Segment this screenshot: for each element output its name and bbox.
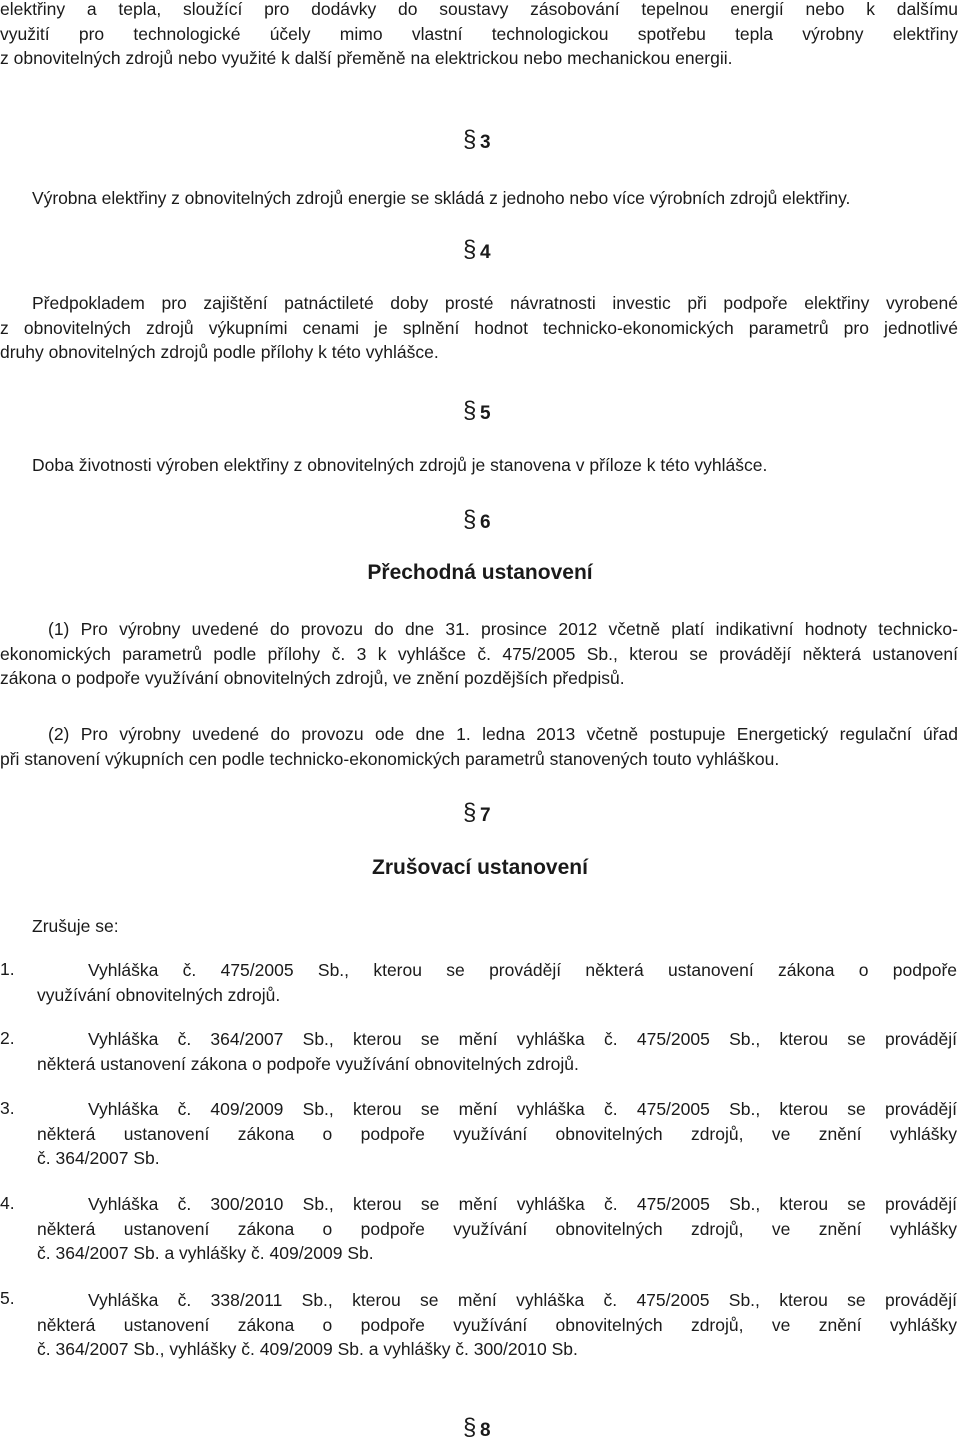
list-item-number: 3. (0, 1098, 15, 1118)
list-item-line: č. 364/2007 Sb. (37, 1148, 160, 1168)
section-4-line: z obnovitelných zdrojů výkupními cenami je splnění hodnot technicko-ekonomických parametrů pro jednotlivé (0, 317, 958, 338)
section-6-heading: Přechodná ustanovení (367, 561, 593, 584)
list-item-line: využívání obnovitelných zdrojů. (37, 984, 281, 1005)
section-number: 5 (480, 403, 491, 424)
list-item-line: některá ustanovení zákona o podpoře využívání obnovitelných zdrojů, ve znění vyhlášky (37, 1218, 957, 1239)
section-6-p1-line: (1) Pro výrobny uvedené do provozu do dne 31. prosince 2012 včetně platí indikativní hodnoty technicko- (48, 619, 958, 639)
list-item-line: č. 364/2007 Sb., vyhlášky č. 409/2009 Sb. a vyhlášky č. 300/2010 Sb. (37, 1339, 578, 1359)
list-item-body (37, 1097, 957, 1171)
section-3-text: Výrobna elektřiny z obnovitelných zdrojů energie se skládá z jednoho nebo více výrobních zdrojů elektřiny. (32, 188, 851, 208)
section-6-p1-line: ekonomických parametrů podle přílohy č. 3 k vyhlášce č. 475/2005 Sb., kterou se provádějí některá ustanovení (0, 643, 958, 664)
intro-line: z obnovitelných zdrojů nebo využité k další přeměně na elektrickou nebo mechanickou energii. (0, 48, 733, 68)
section-4-paragraph (0, 291, 958, 365)
section-symbol: § (463, 126, 477, 153)
list-item-body (37, 1192, 957, 1266)
section-number: 7 (480, 805, 491, 826)
list-item-line: Vyhláška č. 475/2005 Sb., kterou se provádějí některá ustanovení zákona o podpoře (88, 960, 957, 980)
list-item-line: některá ustanovení zákona o podpoře využívání obnovitelných zdrojů. (37, 1053, 579, 1074)
intro-line: elektřiny a tepla, sloužící pro dodávky do soustavy zásobování tepelnou energií nebo k dalšímu (0, 0, 958, 19)
list-item-line: některá ustanovení zákona o podpoře využívání obnovitelných zdrojů, ve znění vyhlášky (37, 1314, 957, 1335)
intro-paragraph (0, 0, 958, 71)
section-symbol: § (463, 1414, 477, 1441)
list-item-line: Vyhláška č. 409/2009 Sb., kterou se mění vyhláška č. 475/2005 Sb., kterou se provádějí (88, 1099, 957, 1119)
section-number: 3 (480, 132, 491, 153)
list-item-line: č. 364/2007 Sb. a vyhlášky č. 409/2009 Sb. (37, 1243, 374, 1263)
section-symbol: § (463, 506, 477, 533)
list-item-number: 5. (0, 1288, 15, 1308)
list-item-line: Vyhláška č. 364/2007 Sb., kterou se mění vyhláška č. 475/2005 Sb., kterou se provádějí (88, 1029, 957, 1049)
section-7-heading: Zrušovací ustanovení (372, 856, 588, 879)
list-item-number: 2. (0, 1028, 15, 1048)
section-symbol: § (463, 236, 477, 263)
repeal-lead: Zrušuje se: (32, 916, 119, 936)
section-number: 6 (480, 512, 491, 533)
section-4-line: druhy obnovitelných zdrojů podle přílohy k této vyhlášce. (0, 342, 439, 362)
list-item-line: Vyhláška č. 300/2010 Sb., kterou se mění vyhláška č. 475/2005 Sb., kterou se provádějí (88, 1194, 957, 1214)
list-item-body (37, 958, 957, 1007)
list-item-number: 4. (0, 1193, 15, 1213)
section-6-p2-line: (2) Pro výrobny uvedené do provozu ode dne 1. ledna 2013 včetně postupuje Energetický regulační úřad (48, 724, 958, 744)
section-6-p2-line: při stanovení výkupních cen podle technicko-ekonomických parametrů stanovených touto vyhláškou. (0, 748, 780, 769)
list-item-body (37, 1288, 957, 1362)
intro-line: využití pro technologické účely mimo vlastní technologickou spotřebu tepla výrobny elektřiny (0, 23, 958, 44)
list-item-number: 1. (0, 959, 15, 979)
section-symbol: § (463, 799, 477, 826)
section-6-paragraph-1 (0, 617, 958, 691)
list-item-body (37, 1027, 957, 1076)
section-symbol: § (463, 397, 477, 424)
section-6-p1-line: zákona o podpoře využívání obnovitelných zdrojů, ve znění pozdějších předpisů. (0, 668, 625, 688)
list-item-line: některá ustanovení zákona o podpoře využívání obnovitelných zdrojů, ve znění vyhlášky (37, 1123, 957, 1144)
section-5-text: Doba životnosti výroben elektřiny z obnovitelných zdrojů je stanovena v příloze k této vyhlášce. (32, 455, 768, 475)
list-item-line: Vyhláška č. 338/2011 Sb., kterou se mění vyhláška č. 475/2005 Sb., kterou se provádějí (88, 1290, 957, 1310)
section-6-paragraph-2 (0, 722, 958, 771)
section-number: 4 (480, 242, 491, 263)
section-number: 8 (480, 1420, 491, 1441)
section-4-line: Předpokladem pro zajištění patnáctileté doby prosté návratnosti investic při podpoře elektřiny vyrobené (32, 293, 958, 313)
